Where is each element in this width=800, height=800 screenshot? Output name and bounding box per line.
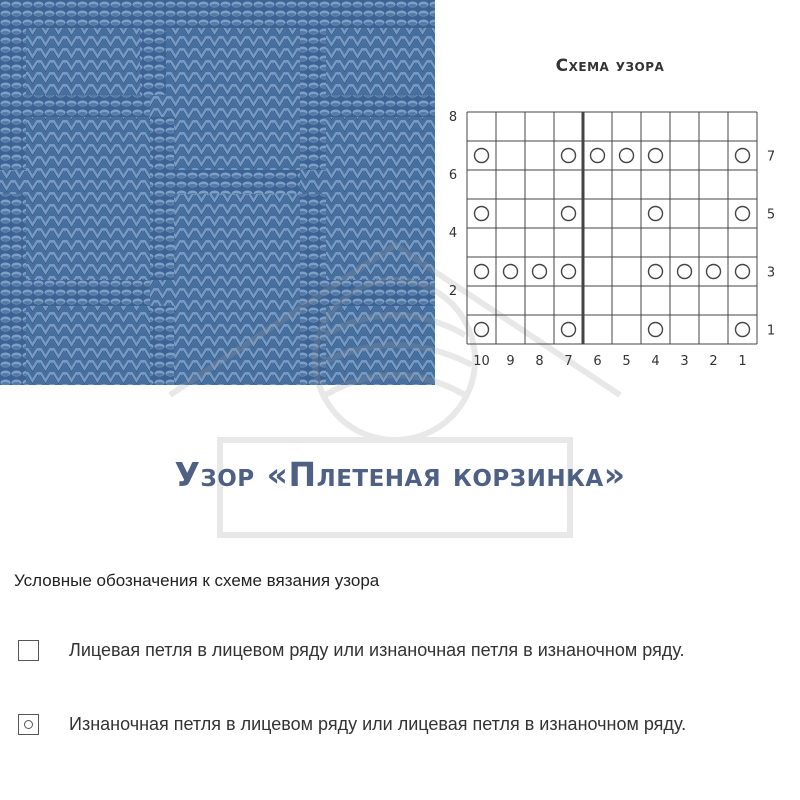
purl-stitch-mark: [678, 265, 692, 279]
row-number-label: 5: [766, 207, 776, 223]
column-number-label: 8: [535, 354, 544, 369]
purl-stitch-mark: [707, 265, 721, 279]
purl-stitch-mark: [736, 149, 750, 163]
knitted-sample-photo: [0, 0, 435, 385]
row-number-label: 6: [448, 168, 458, 183]
purl-stitch-mark: [533, 265, 547, 279]
pattern-title: Узор «Плетеная корзинка»: [174, 455, 626, 494]
row-number-label: 8: [448, 110, 458, 125]
chart-title: Схема узора: [555, 56, 665, 76]
legend-heading: Условные обозначения к схеме вязания узора: [14, 571, 380, 590]
purl-stitch-mark: [620, 149, 634, 163]
purl-stitch-mark: [649, 149, 663, 163]
row-number-label: 2: [448, 284, 458, 299]
purl-stitch-mark: [562, 149, 576, 163]
column-number-label: 4: [651, 354, 660, 369]
row-number-label: 7: [766, 149, 776, 165]
legend-item-text: Изнаночная петля в лицевом ряду или лицевая петля в изнаночном ряду.: [69, 714, 687, 734]
purl-stitch-mark: [736, 207, 750, 221]
purl-stitch-mark: [475, 149, 489, 163]
row-number-label: 4: [448, 226, 458, 241]
column-number-label: 3: [680, 354, 689, 369]
legend-item-text: Лицевая петля в лицевом ряду или изнаночная петля в изнаночном ряду.: [69, 640, 685, 660]
purl-stitch-mark: [562, 323, 576, 337]
purl-stitch-mark: [562, 207, 576, 221]
column-number-label: 6: [593, 354, 602, 369]
purl-stitch-mark: [562, 265, 576, 279]
purl-stitch-mark: [736, 265, 750, 279]
row-number-label: 1: [766, 323, 776, 339]
empty-square-icon: [18, 640, 39, 661]
purl-stitch-mark: [591, 149, 605, 163]
purl-stitch-mark: [649, 207, 663, 221]
column-number-label: 10: [473, 354, 490, 369]
row-number-label: 3: [766, 265, 776, 281]
purl-stitch-mark: [475, 265, 489, 279]
legend-item-purl: [18, 714, 686, 735]
column-number-label: 1: [738, 354, 747, 369]
column-number-label: 2: [709, 354, 718, 369]
circle-square-icon: [18, 714, 39, 735]
purl-stitch-mark: [736, 323, 750, 337]
column-number-label: 9: [506, 354, 515, 369]
legend-item-knit: [18, 640, 685, 661]
purl-stitch-mark: [649, 265, 663, 279]
purl-stitch-mark: [475, 207, 489, 221]
purl-stitch-mark: [504, 265, 518, 279]
knitting-chart: [430, 95, 800, 385]
column-number-label: 7: [564, 354, 573, 369]
purl-stitch-mark: [649, 323, 663, 337]
column-number-label: 5: [622, 354, 631, 369]
purl-stitch-mark: [475, 323, 489, 337]
